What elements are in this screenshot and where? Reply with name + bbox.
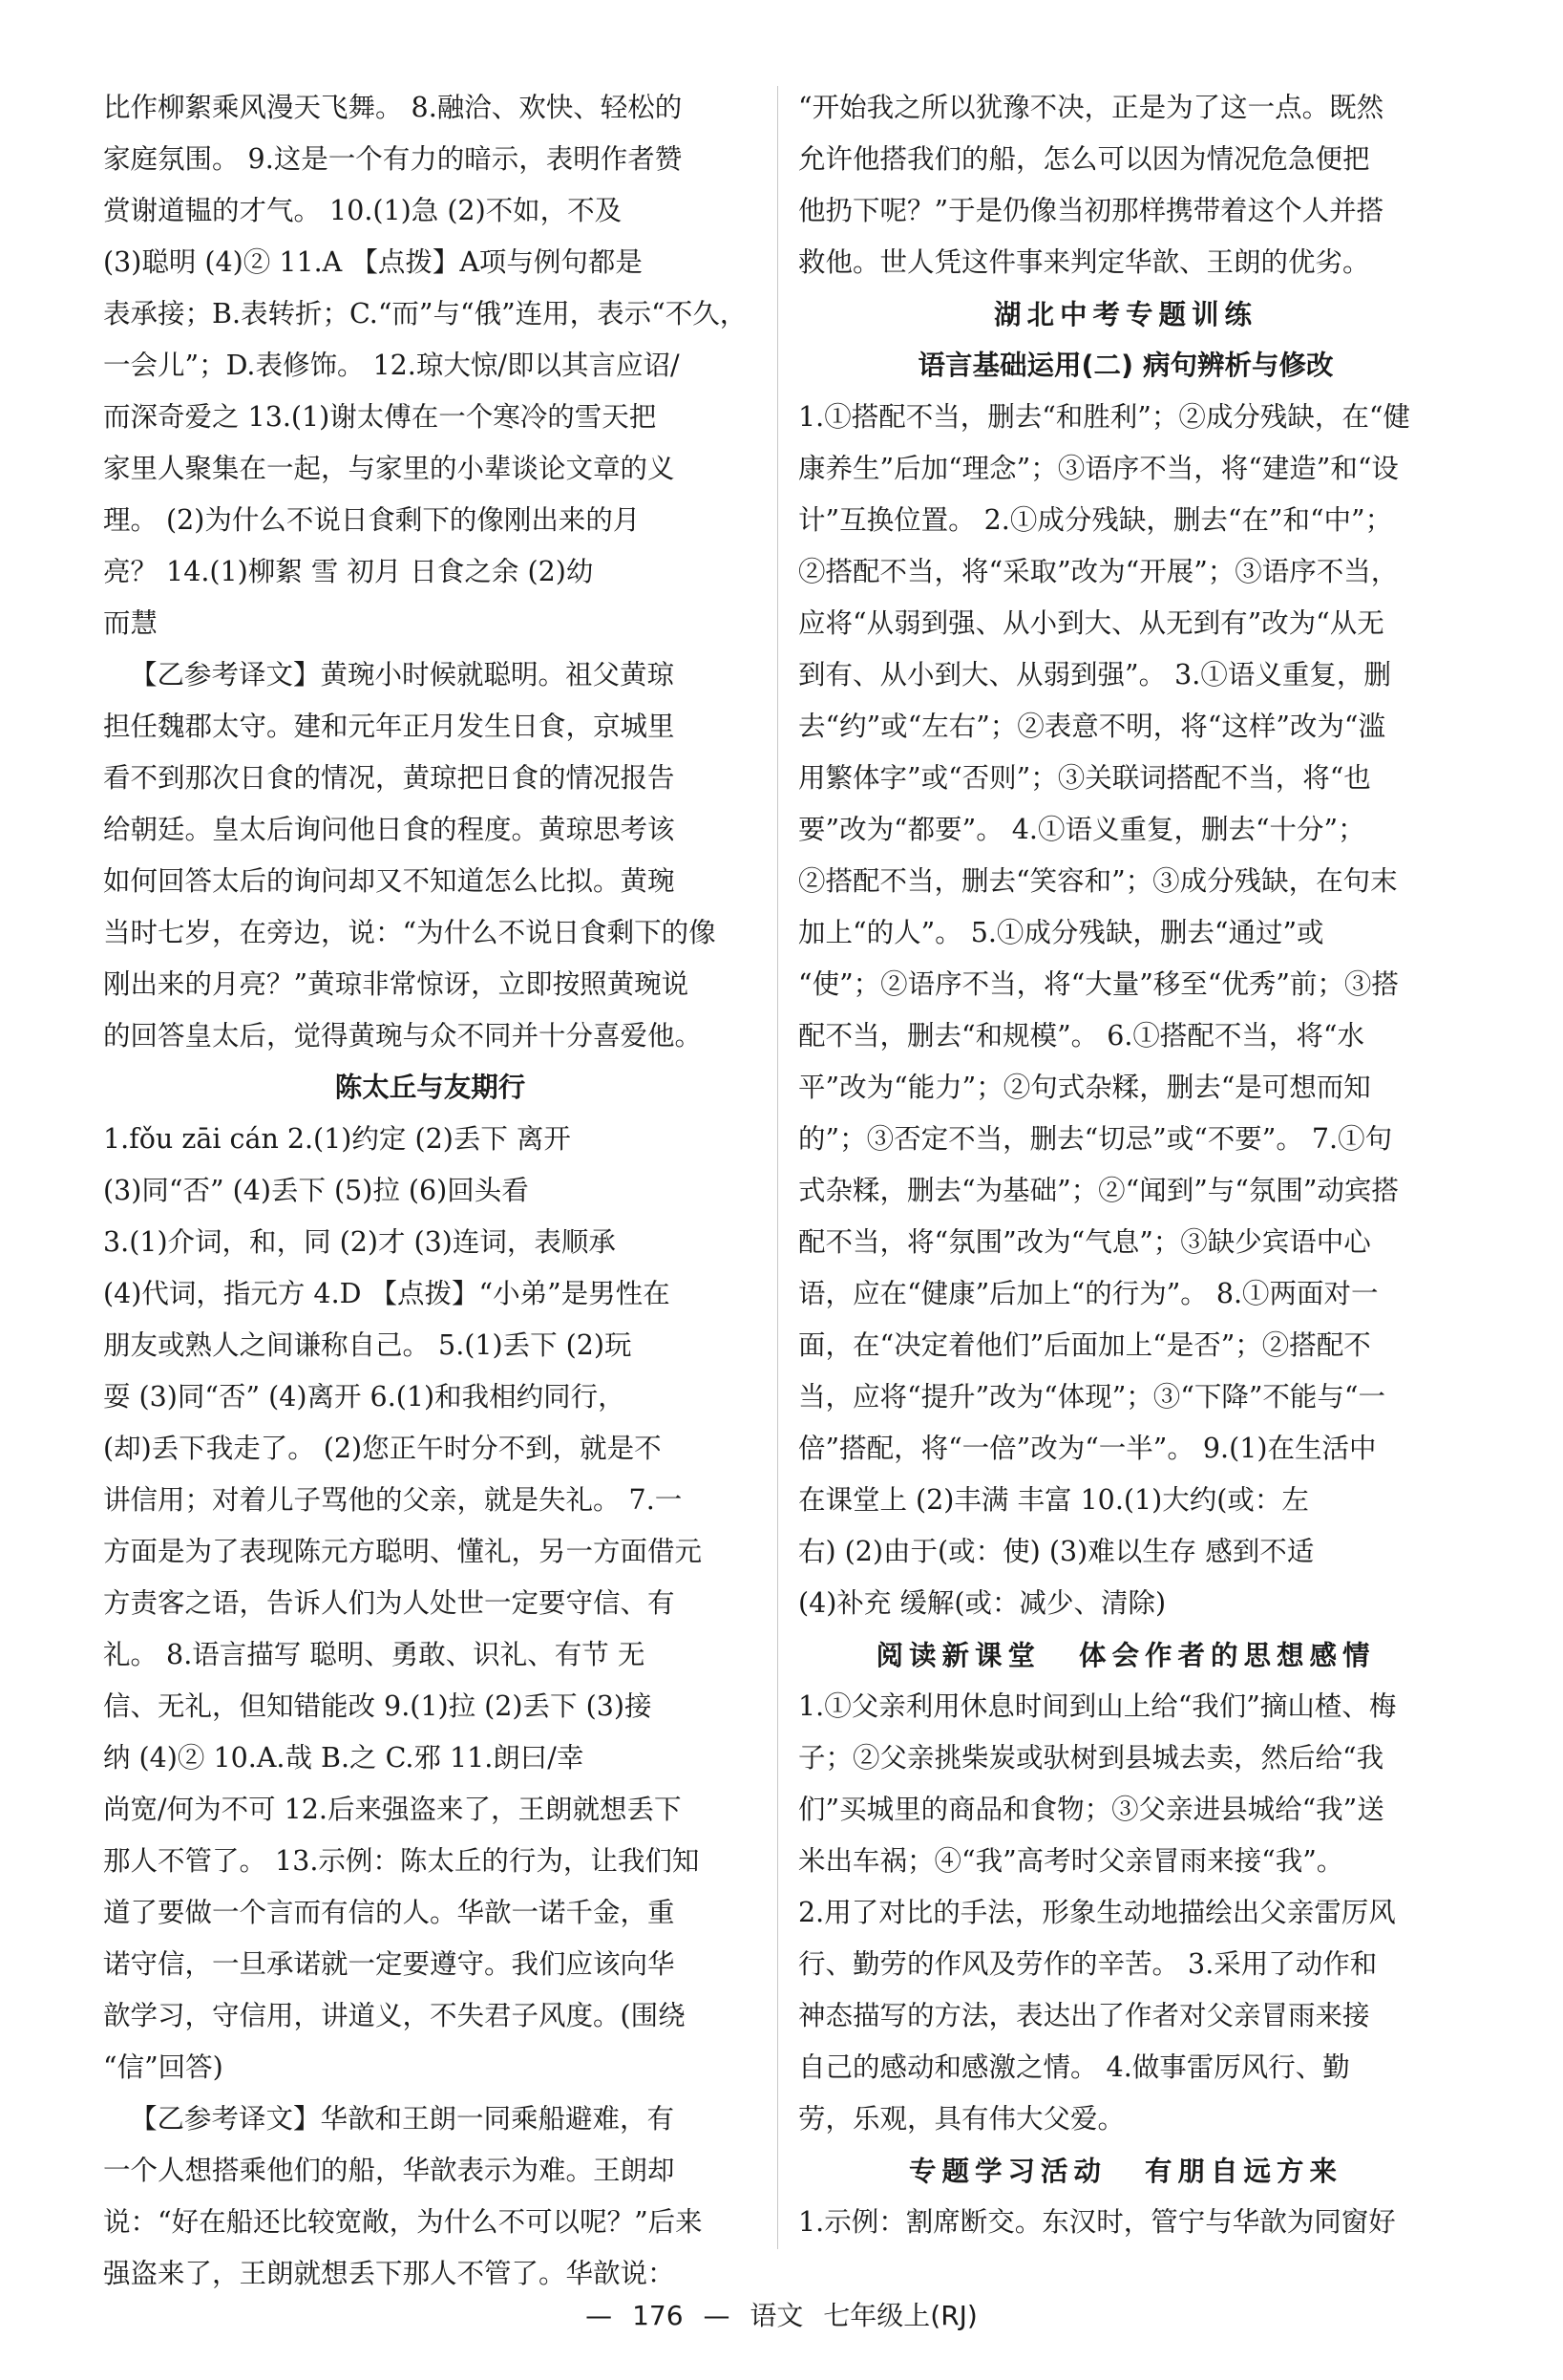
page-number: 176 bbox=[632, 2300, 684, 2331]
text-line: 看不到那次日食的情况，黄琼把日食的情况报告 bbox=[103, 762, 675, 794]
text-line: (3)聪明 (4)② 11.A 【点拨】A项与例句都是 bbox=[103, 246, 643, 278]
text-line: 1.示例：割席断交。东汉时，管宁与华歆为同窗好 bbox=[798, 2206, 1396, 2238]
text-line: 当，应将“提升”改为“体现”；③“下降”不能与“一 bbox=[798, 1381, 1385, 1413]
subject-label: 语文 bbox=[750, 2300, 804, 2331]
text-line: 道了要做一个言而有信的人。华歆一诺千金，重 bbox=[103, 1897, 675, 1928]
text-line: 行、勤劳的作风及劳作的辛苦。 3.采用了动作和 bbox=[798, 1948, 1378, 1980]
grammar-subheader: 语言基础运用(二) 病句辨析与修改 bbox=[918, 350, 1334, 381]
text-line: 诺守信，一旦承诺就一定要遵守。我们应该向华 bbox=[103, 1948, 675, 1980]
text-line: 朋友或熟人之间谦称自己。 5.(1)丢下 (2)玩 bbox=[103, 1329, 632, 1361]
text-line: 劳，乐观，具有伟大父爱。 bbox=[798, 2103, 1126, 2135]
page-footer bbox=[0, 2297, 1563, 2335]
text-line: (却)丢下我走了。 (2)您正午时分不到，就是不 bbox=[103, 1433, 662, 1464]
text-line: 而慧 bbox=[103, 607, 158, 639]
text-line: 表承接；B.表转折；C.“而”与“俄”连用，表示“不久， bbox=[103, 298, 748, 329]
text-line: “开始我之所以犹豫不决，正是为了这一点。既然 bbox=[798, 92, 1384, 123]
text-line: “使”；②语序不当，将“大量”移至“优秀”前；③搭 bbox=[798, 968, 1399, 1000]
text-line: 1.①父亲利用休息时间到山上给“我们”摘山楂、梅 bbox=[798, 1690, 1397, 1722]
text-line: 加上“的人”。 5.①成分残缺，删去“通过”或 bbox=[798, 917, 1324, 948]
answer-block-1 bbox=[103, 82, 757, 649]
text-line: 应将“从弱到强、从小到大、从无到有”改为“从无 bbox=[798, 607, 1384, 639]
text-line: 用繁体字”或“否则”；③关联词搭配不当，将“也 bbox=[798, 762, 1371, 794]
text-line: 给朝廷。皇太后询问他日食的程度。黄琼思考该 bbox=[103, 814, 675, 845]
reading-header-left: 阅读新课堂 bbox=[876, 1639, 1041, 1671]
text-line: 3.(1)介词，和，同 (2)才 (3)连词，表顺承 bbox=[103, 1226, 616, 1258]
text-line: 【乙参考译文】黄琬小时候就聪明。祖父黄琼 bbox=[130, 659, 675, 691]
text-line: “信”回答) bbox=[103, 2051, 223, 2083]
text-line: 说：“好在船还比较宽敞，为什么不可以呢？”后来 bbox=[103, 2206, 703, 2238]
column-divider bbox=[777, 86, 778, 2249]
text-line: ②搭配不当，删去“笑容和”；③成分残缺，在句末 bbox=[798, 865, 1398, 897]
text-line: 们”买城里的商品和食物；③父亲进县城给“我”送 bbox=[798, 1794, 1384, 1825]
text-line: 1.①搭配不当，删去“和胜利”；②成分残缺，在“健 bbox=[798, 401, 1410, 433]
text-line: 他扔下呢？”于是仍像当初那样携带着这个人并搭 bbox=[798, 195, 1384, 226]
text-line: 方面是为了表现陈元方聪明、懂礼，另一方面借元 bbox=[103, 1536, 703, 1567]
text-line: 歆学习，守信用，讲道义，不失君子风度。(围绕 bbox=[103, 2000, 686, 2031]
text-line: (4)代词，指元方 4.D 【点拨】“小弟”是男性在 bbox=[103, 1278, 670, 1309]
text-line: 倍”搭配，将“一倍”改为“一半”。 9.(1)在生活中 bbox=[798, 1433, 1377, 1464]
text-line: 救他。世人凭这件事来判定华歆、王朗的优劣。 bbox=[798, 246, 1370, 278]
text-line: ②搭配不当，将“采取”改为“开展”；③语序不当， bbox=[798, 556, 1399, 587]
text-line: 的回答皇太后，觉得黄琬与众不同并十分喜爱他。 bbox=[103, 1020, 703, 1052]
text-line: 礼。 8.语言描写 聪明、勇敢、识礼、有节 无 bbox=[103, 1639, 645, 1670]
text-line: (3)同“否” (4)丢下 (5)拉 (6)回头看 bbox=[103, 1175, 529, 1206]
reading-header bbox=[798, 1629, 1453, 1681]
text-line: 理。 (2)为什么不说日食剩下的像刚出来的月 bbox=[103, 504, 641, 536]
activity-header-right: 有朋自远方来 bbox=[1145, 2155, 1343, 2187]
text-line: 【乙参考译文】华歆和王朗一同乘船避难，有 bbox=[130, 2103, 675, 2135]
text-line: 一个人想搭乘他们的船，华歆表示为难。王朗却 bbox=[103, 2155, 675, 2186]
text-line: 比作柳絮乘风漫天飞舞。 8.融洽、欢快、轻松的 bbox=[103, 92, 683, 123]
reading-header-right: 体会作者的思想感情 bbox=[1079, 1639, 1376, 1671]
hubei-exam-header: 湖北中考专题训练 bbox=[993, 298, 1257, 330]
text-line: 要”改为“都要”。 4.①语义重复，删去“十分”； bbox=[798, 814, 1365, 845]
text-line: 1.fǒu zāi cán 2.(1)约定 (2)丢下 离开 bbox=[103, 1123, 571, 1155]
text-line: 担任魏郡太守。建和元年正月发生日食，京城里 bbox=[103, 711, 675, 742]
text-line: 家庭氛围。 9.这是一个有力的暗示，表明作者赞 bbox=[103, 143, 683, 175]
text-line: 神态描写的方法，表达出了作者对父亲冒雨来接 bbox=[798, 2000, 1370, 2031]
text-line: 式杂糅，删去“为基础”；②“闻到”与“氛围”动宾搭 bbox=[798, 1175, 1399, 1206]
text-line: 赏谢道韫的才气。 10.(1)急 (2)不如，不及 bbox=[103, 195, 623, 226]
text-line: 康养生”后加“理念”；③语序不当，将“建造”和“设 bbox=[798, 453, 1399, 484]
text-line: 平”改为“能力”；②句式杂糅，删去“是可想而知 bbox=[798, 1072, 1371, 1103]
grade-label: 七年级上(RJ) bbox=[823, 2300, 978, 2331]
text-line: 配不当，将“氛围”改为“气息”；③缺少宾语中心 bbox=[798, 1226, 1371, 1258]
translation-block-1 bbox=[103, 649, 757, 1062]
text-line: 信、无礼，但知错能改 9.(1)拉 (2)丢下 (3)接 bbox=[103, 1690, 652, 1722]
text-line: 当时七岁，在旁边，说：“为什么不说日食剩下的像 bbox=[103, 917, 716, 948]
text-line: 在课堂上 (2)丰满 丰富 10.(1)大约(或：左 bbox=[798, 1484, 1309, 1516]
left-column bbox=[103, 82, 757, 2300]
text-line: 那人不管了。 13.示例：陈太丘的行为，让我们知 bbox=[103, 1845, 700, 1877]
text-line: 面，在“决定着他们”后面加上“是否”；②搭配不 bbox=[798, 1329, 1371, 1361]
answer-block-4 bbox=[798, 1681, 1453, 2145]
translation-block-2 bbox=[103, 2093, 757, 2300]
footer-dash: — bbox=[585, 2300, 613, 2331]
text-line: 刚出来的月亮？”黄琼非常惊讶，立即按照黄琬说 bbox=[103, 968, 689, 1000]
section-title: 陈太丘与友期行 bbox=[334, 1072, 526, 1103]
activity-header bbox=[798, 2145, 1453, 2197]
text-line: 配不当，删去“和规模”。 6.①搭配不当，将“水 bbox=[798, 1020, 1364, 1052]
answer-block-3 bbox=[798, 392, 1453, 1629]
text-line: 去“约”或“左右”；②表意不明，将“这样”改为“滥 bbox=[798, 711, 1385, 742]
text-line: 2.用了对比的手法，形象生动地描绘出父亲雷厉风 bbox=[798, 1897, 1396, 1928]
text-line: 而深奇爱之 13.(1)谢太傅在一个寒冷的雪天把 bbox=[103, 401, 657, 433]
text-line: 纳 (4)② 10.A.哉 B.之 C.邪 11.朗曰/幸 bbox=[103, 1742, 584, 1774]
text-line: 米出车祸；④“我”高考时父亲冒雨来接“我”。 bbox=[798, 1845, 1344, 1877]
answer-block-2 bbox=[103, 1114, 757, 2093]
activity-header-left: 专题学习活动 bbox=[908, 2155, 1107, 2187]
text-line: 家里人聚集在一起，与家里的小辈谈论文章的义 bbox=[103, 453, 675, 484]
text-line: 尚宽/何为不可 12.后来强盗来了，王朗就想丢下 bbox=[103, 1794, 682, 1825]
text-line: 子；②父亲挑柴炭或驮树到县城去卖，然后给“我 bbox=[798, 1742, 1384, 1774]
text-line: 亮？ 14.(1)柳絮 雪 初月 日食之余 (2)幼 bbox=[103, 556, 594, 587]
text-line: 如何回答太后的询问却又不知道怎么比拟。黄琬 bbox=[103, 865, 675, 897]
text-line: 允许他搭我们的船，怎么可以因为情况危急便把 bbox=[798, 143, 1370, 175]
answer-block-5 bbox=[798, 2197, 1453, 2248]
text-line: 讲信用；对着儿子骂他的父亲，就是失礼。 7.一 bbox=[103, 1484, 683, 1516]
text-line: 计”互换位置。 2.①成分残缺，删去“在”和“中”； bbox=[798, 504, 1393, 536]
text-line: 方责客之语，告诉人们为人处世一定要守信、有 bbox=[103, 1587, 675, 1619]
text-line: 语，应在“健康”后加上“的行为”。 8.①两面对一 bbox=[798, 1278, 1379, 1309]
text-line: 右) (2)由于(或：使) (3)难以生存 感到不适 bbox=[798, 1536, 1315, 1567]
translation-continuation bbox=[798, 82, 1453, 288]
footer-dash: — bbox=[703, 2300, 730, 2331]
text-line: 自己的感动和感激之情。 4.做事雷厉风行、勤 bbox=[798, 2051, 1350, 2083]
text-line: (4)补充 缓解(或：减少、清除) bbox=[798, 1587, 1167, 1619]
text-line: 一会儿”；D.表修饰。 12.琼大惊/即以其言应诏/ bbox=[103, 350, 680, 381]
text-line: 到有、从小到大、从弱到强”。 3.①语义重复，删 bbox=[798, 659, 1391, 691]
text-line: 的”；③否定不当，删去“切忌”或“不要”。 7.①句 bbox=[798, 1123, 1393, 1155]
text-line: 耍 (3)同“否” (4)离开 6.(1)和我相约同行， bbox=[103, 1381, 625, 1413]
text-line: 强盗来了，王朗就想丢下那人不管了。华歆说： bbox=[103, 2258, 675, 2289]
right-column bbox=[798, 82, 1453, 2248]
